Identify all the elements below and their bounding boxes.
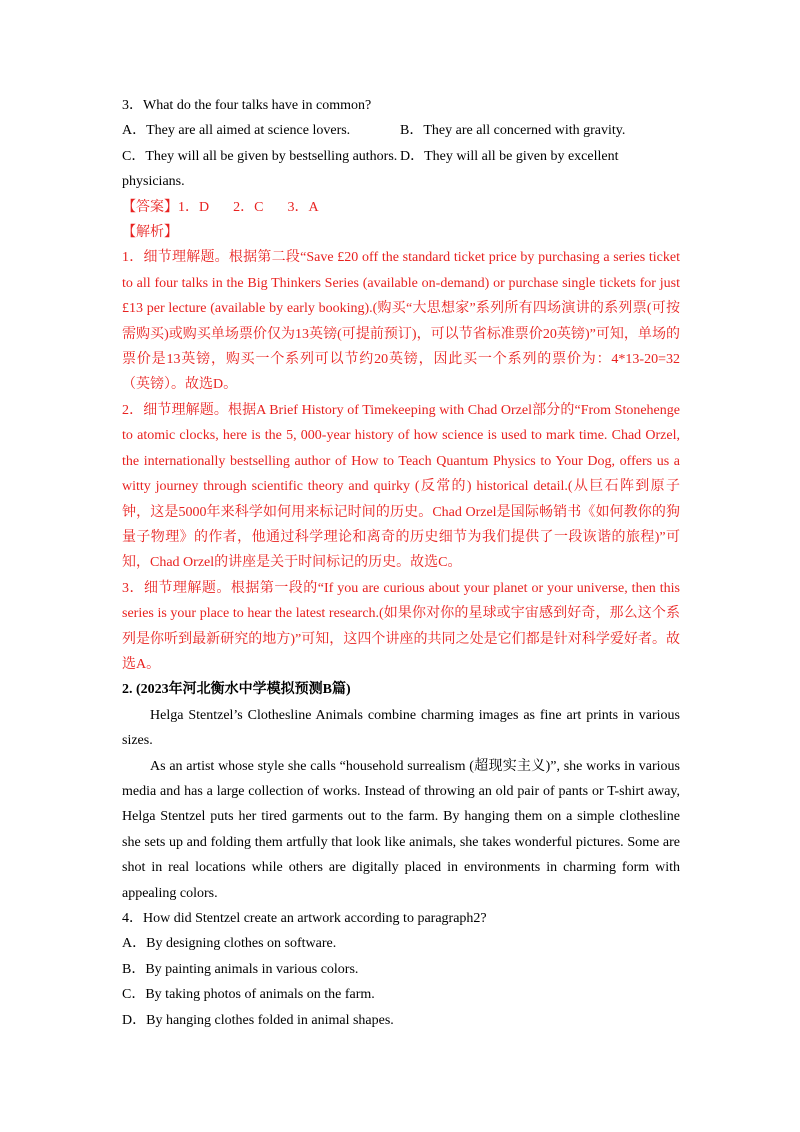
- option-b: B．They are all concerned with gravity.: [400, 123, 626, 139]
- answer-line: [122, 195, 680, 220]
- question-4-option-c: C．By taking photos of animals on the farm.: [122, 987, 375, 1003]
- question-3-options-cd: [122, 144, 680, 169]
- option-a: A．They are all aimed at science lovers.: [122, 123, 351, 139]
- answer-3: 3．A: [287, 199, 319, 215]
- question-4-option-a: A．By designing clothes on software.: [122, 936, 337, 952]
- document-page: [122, 93, 680, 1033]
- question-4-option-b: B．By painting animals in various colors.: [122, 961, 359, 977]
- question-3-stem: 3．What do the four talks have in common?: [122, 98, 372, 113]
- analysis-paragraph-3: 3．细节理解题。根据第一段的“If you are curious about your planet or your universe, then this series is your place to hear the latest research.(如果你对你的星球或宇宙感到好奇，那么这个系列是你听到最新研究的地方)”可知，这四个讲座的共同之处是它们都是针对科学爱好者。故选A。: [122, 580, 680, 672]
- question-4-option-d: D．By hanging clothes folded in animal shapes.: [122, 1012, 394, 1028]
- question-4-stem: 4．How did Stentzel create an artwork according to paragraph2?: [122, 911, 487, 926]
- answer-1: 1．D: [178, 199, 210, 215]
- analysis-label: 【解析】: [122, 225, 178, 241]
- passage-paragraph-1: Helga Stentzel’s Clothesline Animals combine charming images as fine art prints in various sizes.: [122, 707, 680, 749]
- option-d: D．They will all be given by excellent: [400, 148, 619, 164]
- passage-paragraph-2: As an artist whose style she calls “household surrealism (超现实主义)”, she works in various media and has a large collection of works. Instead of throwing an old pair of pants or T-shirt away, Helga Stentzel puts her tired garments out to the farm. By hanging them on a simple clothesline she sets up and folding them artfully that look like animals, she takes wonderful pictures. Some are shot in real locations while others are digitally placed in environments in charming form with appealing colors.: [122, 758, 680, 901]
- option-d-continued: physicians.: [122, 174, 185, 190]
- section-2-title: 2. (2023年河北衡水中学模拟预测B篇): [122, 682, 351, 698]
- analysis-paragraph-2: 2．细节理解题。根据A Brief History of Timekeeping with Chad Orzel部分的“From Stonehenge to atomic clocks, here is the 5, 000-year history of how science is used to mark time. Chad Orzel, the internationally bestselling author of How to Teach Quantum Physics to Your Dog, offers us a witty journey through scientific theory and quirky (反常的) historical detail.(从巨石阵到原子钟，这是5000年来科学如何用来标记时间的历史。Chad Orzel是国际畅销书《如何教你的狗量子物理》的作者，他通过科学理论和离奇的历史细节为我们提供了一段诙谐的旅程)”可知，Chad Orzel的讲座是关于时间标记的历史。故选C。: [122, 402, 680, 571]
- answer-2: 2．C: [233, 199, 264, 215]
- analysis-paragraph-1: 1．细节理解题。根据第二段“Save £20 off the standard ticket price by purchasing a series ticket to all four talks in the Big Thinkers Series (available on-demand) or purchase single tickets for just £13 per lecture (available by early booking).(购买“大思想家”系列所有四场演讲的系列票(可按需购买)或购买单场票价仅为13英镑(可提前预订)，可以节省标准票价20英镑)”可知，单场的票价是13英镑，购买一个系列可以节约20英镑，因此买一个系列的票价为：4*13-20=32（英镑）。故选D。: [122, 250, 680, 393]
- option-c: C．They will all be given by bestselling authors.: [122, 148, 398, 164]
- answer-label: 【答案】: [122, 199, 178, 215]
- question-3-options-ab: [122, 118, 680, 143]
